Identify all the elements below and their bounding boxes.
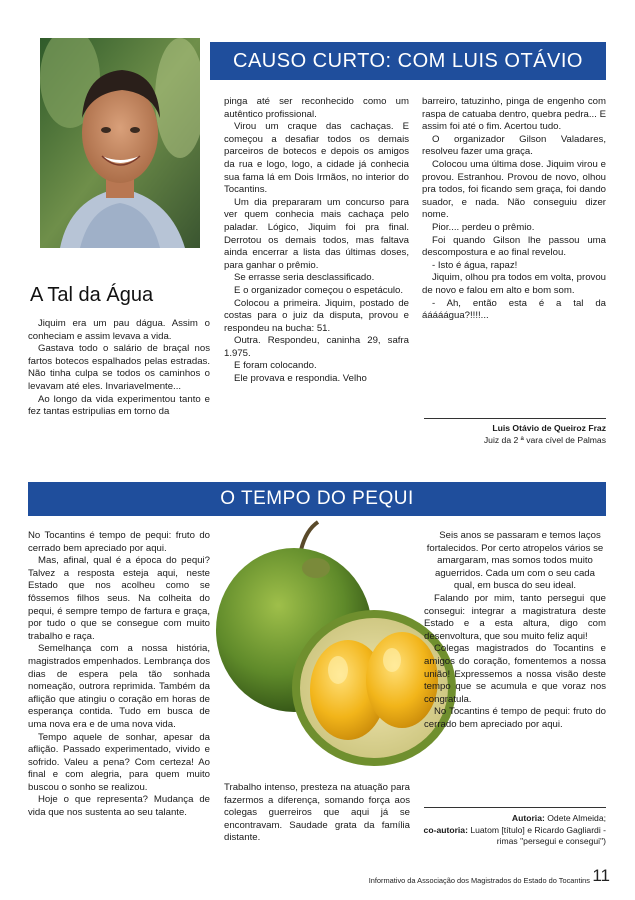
article2-authors <box>410 813 606 848</box>
paragraph: Falando por mim, tanto persegui que consegui: integrar a magistratura deste Estado e a esta altura, digo com desenvoltura, que sou muito feliz aqui! <box>424 592 606 642</box>
paragraph: Mas, afinal, qual é a época do pequi? Talvez a resposta esteja aqui, neste Estado que nos acolheu como se fôssemos filhos seus. Na colheita do pequi, é sempre tempo de fartura e graça, por tudo o que se consegue com muito trabalho e raça. <box>28 555 210 642</box>
paragraph: Gastava todo o salário de braçal nos fartos botecos espalhados pelas estradas. Não tinha culpa se todos os caminhos o levavam até eles. Invariavelmente... <box>28 343 210 392</box>
paragraph: Ele provava e respondia. Velho <box>234 373 367 385</box>
pequi-fruit-illustration <box>206 520 456 775</box>
coauthor-text: Luatom [título] e Ricardo Gagliardi - rimas "persegui e consegui") <box>470 824 606 846</box>
paragraph: pinga até ser reconhecido como um autêntico profissional. <box>224 96 409 120</box>
article2-column-2-bottom <box>224 782 410 845</box>
paragraph: Semelhança com a nossa história, magistrados empenhados. Lembrança dos dias de espera pela tão sonhada nomeação, outrora reprimida. Também da aflição que atingiu o coração em horas de esperança contida. Tudo em busca de uma nova era e de uma nova vida. <box>28 643 210 730</box>
article1-column-1 <box>28 318 210 419</box>
author-name: Odete Almeida; <box>547 813 606 823</box>
article1-column-3 <box>422 96 606 323</box>
paragraph: - Isto é água, rapaz! <box>432 259 518 271</box>
author-portrait-photo <box>40 38 200 248</box>
paragraph: Virou um craque das cachaças. E começou a desafiar todos os demais parceiros de botecos e depois os amigos da rua e logo, logo, a cidade já conhecia sua fama lá em Dois Irmãos, no interior do Tocantins. <box>224 121 409 196</box>
paragraph: Tempo aquele de sonhar, apesar da aflição. Passado experimentado, vivido e sofrido. Valeu a pena? Com certeza! Ao final e com alegria, para quem muito buscou o sonho se realizou. <box>28 731 210 793</box>
paragraph: E o organizador começou o espetáculo. <box>234 284 404 296</box>
page-number: 11 <box>592 866 610 885</box>
paragraph: O organizador Gilson Valadares, resolveu fazer uma graça. <box>422 133 606 158</box>
paragraph: Outra. Respondeu, caninha 29, safra 1.975. <box>224 335 409 359</box>
article1-title: A Tal da Água <box>30 284 154 306</box>
article1-banner: CAUSO CURTO: COM LUIS OTÁVIO <box>210 42 606 80</box>
paragraph: No Tocantins é tempo de pequi: fruto do cerrado bem apreciado por aqui. <box>424 706 606 730</box>
paragraph: Colocou a primeira. Jiquim, postado de costas para o juiz da disputa, provou e respondeu na bucha: 51. <box>224 297 409 334</box>
paragraph: No Tocantins é tempo de pequi: fruto do cerrado bem apreciado por aqui. <box>28 530 210 554</box>
paragraph: Ao longo da vida experimentou tanto e fez tantas estripulias em torno da <box>28 393 210 418</box>
paragraph: Um dia prepararam um concurso para ver quem conhecia mais cachaça pelo paladar. Lógico, Jiquim foi pra final. Derrotou os demais todos, mas faltava ainda encerrar a lista das últimas doses, para ganhar o prêmio. <box>224 196 409 271</box>
author-rule <box>424 807 606 808</box>
paragraph: Hoje o que representa? Mudança de vida que nos sustenta ao seu talante. <box>28 794 210 819</box>
paragraph: E foram colocando. <box>234 360 317 372</box>
author-role: Juiz da 2 ª vara cível de Palmas <box>483 434 606 445</box>
paragraph: Jiquim, olhou pra todos em volta, provou de novo e falou em alto e bom som. <box>422 272 606 296</box>
paragraph: Se errasse seria desclassificado. <box>234 272 375 284</box>
paragraph: Foi quando Gilson lhe passou uma descompostura e ao final revelou. <box>422 234 606 259</box>
paragraph: Colocou uma última dose. Jiquim virou e provou. Estranhou. Provou de novo, olhou pra todos, foi ficando sem graça, foi dando suador, e nada. Não conseguiu dizer nome. <box>422 158 606 221</box>
article1-signature <box>400 423 606 446</box>
paragraph: Pior.... perdeu o prêmio. <box>432 221 535 233</box>
coauthor-label: co-autoria: <box>423 824 468 835</box>
article1-column-2 <box>224 96 409 386</box>
paragraph: - Ah, então esta é a tal da ááááágua?!!!!... <box>422 297 606 322</box>
author-name: Luis Otávio de Queiroz Fraz <box>492 423 606 433</box>
paragraph: barreiro, tatuzinho, pinga de engenho com raspa de catuaba dentro, quebra pedra... E assim foi até o fim. Acertou tudo. <box>422 96 606 133</box>
paragraph: Trabalho intenso, presteza na atuação para fazermos a diferença, somando força aos colegas guerreiros que aqui já se encontravam. Saudade grata da família distante. <box>224 782 410 844</box>
paragraph: Jiquim era um pau dágua. Assim o conheciam e assim levava a vida. <box>28 318 210 342</box>
article2-column-1 <box>28 530 210 820</box>
paragraph: Seis anos se passaram e temos laços fortalecidos. Por certo atropelos vários se amargaram, mas somos todos muito aguerridos. Cada um com o seu cada qual, em busca do seu ideal. <box>426 530 604 592</box>
author-label: Autoria: <box>511 813 545 823</box>
footer-text: Informativo da Associação dos Magistrados do Estado do Tocantins <box>368 876 590 885</box>
signature-rule <box>424 418 606 419</box>
paragraph: Colegas magistrados do Tocantins e amigos do coração, fomentemos a nossa união! Expressemos a nossa visão deste tempo que se acumula e que voraz nos congratula. <box>424 643 606 705</box>
article2-banner: O TEMPO DO PEQUI <box>28 482 606 516</box>
article2-column-3 <box>424 530 606 732</box>
